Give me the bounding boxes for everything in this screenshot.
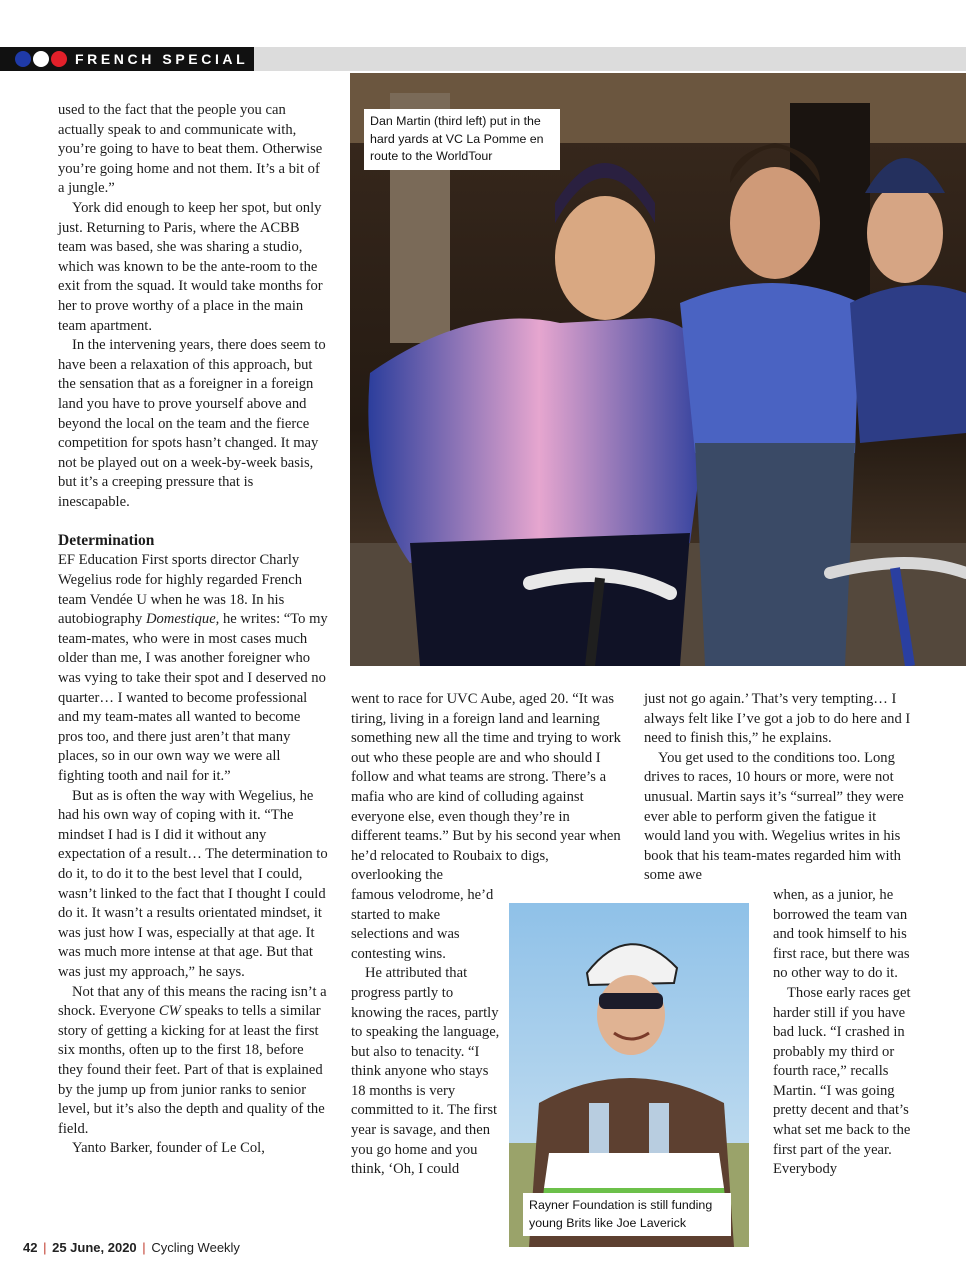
subheading: Determination <box>58 532 155 550</box>
text: Not that any of this means the racing isn’t a shock. Everyone <box>58 983 327 1020</box>
text: he writes: “To my team-mates, who were in most cases much older than me, I was another foreigner who was vying to take their spot and I deserved no quarter… I wanted to become professional and my team-mates all wanted to become pros too, and there just aren’t that many places, so in our own way we were all fighting tooth and nail for it.” <box>58 611 328 784</box>
flag-dot-blue <box>15 51 31 67</box>
separator: | <box>43 1240 47 1255</box>
paragraph: just not go again.’ That’s very tempting… I always felt like I’ve got a job to do here and I need to finish this,” he explains. <box>644 691 911 747</box>
text: EF Education First sports director Charly Wegelius rode for highly regarded French team Vendée U when he was 18. In his autobiography <box>58 552 302 628</box>
paragraph: But as is often the way with Wegelius, he had his own way of coping with it. “The mindset I had is I did it without any expectation of a result… The determination to do it, to do it to the best level that I could, wasn’t linked to the fact that I thought I could do it. It wasn’t a results orientated mindset, it was just how I was, especially at that age. It was much more intense at that age. But that was just my approach,” he says. <box>58 787 328 980</box>
narrow-wrap <box>351 886 501 1180</box>
page-number: 42 <box>23 1240 38 1255</box>
paragraph: went to race for UVC Aube, aged 20. “It was tiring, living in a foreign land and learning something new all the time and trying to work out who these people are and who should I follow and what teams are strong. There’s a mafia who are kind of colluding against everyone else, even though they’re in different teams.” But by his second year when he’d relocated to Roubaix to digs, overlooking the <box>351 691 621 884</box>
section-header-bar <box>0 47 966 71</box>
main-photo-caption: Dan Martin (third left) put in the hard yards at VC La Pomme en route to the WorldTour <box>364 109 560 170</box>
paragraph: Those early races get harder still if you have bad luck. “I crashed in probably my third or fourth race,” recalls Martin. “I was going pretty decent and that’s what set me back to the first part of the year. Everybody <box>773 984 911 1178</box>
book-title: Domestique, <box>145 611 220 628</box>
paragraph: In the intervening years, there does seem to have been a relaxation of this approach, but the sensation that as a foreigner in a foreign land you have to prove yourself above and beyond the local on the team and the fierce competition for spots hasn’t changed. It may not be played out on a week-by-week basis, but it’s a creeping pressure that is inescapable. <box>58 337 326 510</box>
section-title: FRENCH SPECIAL <box>75 51 249 67</box>
paragraph: He attributed that progress partly to knowing the races, partly to speaking the language, but also to tenacity. “I think anyone who stays 18 months is very committed to it. The first year is savage, and then you go home and you think, ‘Oh, I could <box>351 965 500 1178</box>
text: speaks to tells a similar story of getting a kicking for at least the first six months, often up to the first 18, before they found their feet. Part of that is explained by the jump up from junior ranks to senior level, but it’s also the depth and quality of the field. <box>58 1003 325 1137</box>
issue-date: 25 June, 2020 <box>52 1240 137 1255</box>
column-3 <box>644 690 912 1180</box>
narrow-wrap <box>773 886 915 1180</box>
paragraph: when, as a junior, he borrowed the team van and took himself to his first race, but there was no other way to do it. <box>773 886 910 982</box>
paragraph: You get used to the conditions too. Long drives to races, 10 hours or more, were not unusual. Martin says it’s “surreal” they were ever able to perform given the fatigue it would land you with. Wegelius writes in his book that his team-mates regarded him with some awe <box>644 749 904 884</box>
paragraph: used to the fact that the people you can actually speak to and communicate with, you’re going to have to beat them. Otherwise you’re going home and not them. It’s a bit of a jungle.” <box>58 102 323 197</box>
paragraph <box>58 983 328 1140</box>
paragraph: famous velodrome, he’d started to make selections and was contesting wins. <box>351 886 494 962</box>
magazine-name: Cycling Weekly <box>151 1240 240 1255</box>
paragraph: Yanto Barker, founder of Le Col, <box>72 1140 265 1157</box>
paragraph <box>58 551 328 786</box>
page-footer <box>23 1240 240 1255</box>
magazine-abbrev: CW <box>158 1003 181 1020</box>
separator: | <box>142 1240 146 1255</box>
section-header-tab <box>0 47 254 71</box>
column-1 <box>58 101 328 1159</box>
inset-photo-caption: Rayner Foundation is still funding young Brits like Joe Laverick <box>523 1193 731 1236</box>
flag-dot-red <box>51 51 67 67</box>
flag-dot-white <box>33 51 49 67</box>
paragraph: York did enough to keep her spot, but only just. Returning to Paris, where the ACBB team was based, she was sharing a studio, which was known to be the ante-room to the exit from the squad. It would take months for her to prove worthy of a place in the main team apartment. <box>58 199 323 334</box>
